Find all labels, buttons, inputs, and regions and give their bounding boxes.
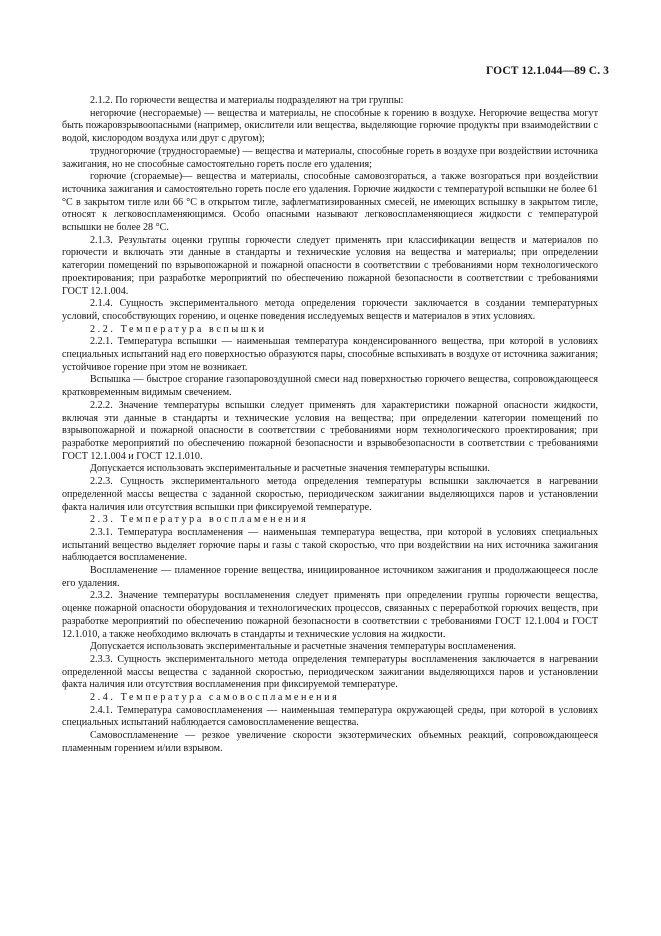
paragraph: 2.2.3. Сущность экспериментального метода определения температуры вспышки заключается в нагревании определенной массы вещества с заданной скоростью, периодическом зажигании выделяющихся паров и установлении факта наличия или отсутствия вспышки при фиксируемой температуре. (62, 476, 598, 513)
paragraph: 2.3.3. Сущность экспериментального метода определения температуры воспламенения заключается в нагревании определенной массы вещества с заданной скоростью, периодическом зажигании выделяющихся паров и установлении факта наличия или отсутствия воспламенения при фиксируемой температуре. (62, 653, 598, 691)
paragraph: Самовоспламенение — резкое увеличение скорости экзотермических объемных реакций, сопровождающееся пламенным горением и/или взрывом. (62, 730, 598, 754)
page-header: ГОСТ 12.1.044—89 С. 3 (486, 65, 609, 77)
document-body (62, 95, 598, 756)
paragraph: 2.1.4. Сущность экспериментального метода определения горючести заключается в создании температурных условий, способствующих горению, и оценке поведения исследуемых веществ и материалов в этих условиях. (62, 298, 598, 322)
paragraph: Допускается использовать экспериментальные и расчетные значения температуры вспышки. (90, 463, 490, 475)
paragraph: Вспышка — быстрое сгорание газопаровоздушной смеси над поверхностью горючего вещества, сопровождающееся кратковременным видимым свечением. (62, 374, 598, 399)
paragraph: 2.1.3. Результаты оценки группы горючести следует применять при классификации веществ и материалов по горючести и включать эти данные в стандарты и технические условия на вещества и материалы; при определении категории помещений по взрывопожарной и пожарной опасности в соответствии с требованиями норм технологического проектирования; при разработке мероприятий по обеспечению пожарной безопасности в соответствии с требованиями ГОСТ 12.1.004. (62, 234, 598, 297)
paragraph: Воспламенение — пламенное горение вещества, инициированное источником зажигания и продолжающееся после его удаления. (62, 565, 598, 589)
paragraph: 2.2.2. Значение температуры вспышки следует применять для характеристики пожарной опасности жидкости, включая эти данные в стандарты и технические условия на вещества; при определении категории помещений по взрывопожарной и пожарной опасности в соответствии с требованиями норм технологического проектирования; при разработке мероприятий по обеспечению пожарной безопасности и взрывобезопасности в соответствии с требованиями ГОСТ 12.1.004 и ГОСТ 12.1.010. (62, 399, 598, 462)
section-heading: 2.3. Температура воспламенения (90, 514, 309, 526)
paragraph: 2.4.1. Температура самовоспламенения — наименьшая температура окружающей среды, при которой в условиях специальных испытаний наблюдается самовоспламенение вещества. (62, 704, 598, 729)
section-heading: 2.4. Температура самовоспламенения (90, 692, 340, 704)
paragraph: Допускается использовать экспериментальные и расчетные значения температуры воспламенения. (90, 641, 517, 653)
paragraph: горючие (сгораемые)— вещества и материалы, способные самовозгораться, а также возгораться при воздействии источника зажигания и самостоятельно гореть после его удаления. Горючие жидкости с температурой вспышки не более 61 °С в закрытом тигле или 66 °С в открытом тигле, зафлегматизированных смесей, не имеющих вспышку в закрытом тигле, относят к легковоспламеняющимся. Особо опасными называют легковоспламеняющиеся жидкости с температурой вспышки не более 28 °С. (62, 171, 598, 234)
paragraph: негорючие (несгораемые) — вещества и материалы, не способные к горению в воздухе. Негорючие вещества могут быть пожаровзрывоопасными (например, окислители или вещества, выделяющие горючие продукты при взаимодействии с водой, кислородом воздуха или друг с другом); (62, 107, 598, 145)
paragraph: 2.3.1. Температура воспламенения — наименьшая температура вещества, при которой в условиях специальных испытаний вещество выделяет горючие пары и газы с такой скоростью, что при воздействии на них источника зажигания наблюдается воспламенение. (62, 526, 598, 564)
paragraph: 2.2.1. Температура вспышки — наименьшая температура конденсированного вещества, при которой в условиях специальных испытаний над его поверхностью образуются пары, способные вспыхивать в воздухе от источника зажигания; устойчивое горение при этом не возникает. (62, 336, 598, 373)
paragraph: трудногорючие (трудносгораемые) — вещества и материалы, способные гореть в воздухе при воздействии источника зажигания, но не способные самостоятельно гореть после его удаления; (62, 145, 598, 170)
paragraph: 2.1.2. По горючести вещества и материалы подразделяют на три группы: (90, 95, 404, 106)
section-heading: 2.2. Температура вспышки (90, 323, 267, 335)
paragraph: 2.3.2. Значение температуры воспламенения следует применять при определении группы горючести вещества, оценке пожарной опасности оборудования и технологических процессов, связанных с переработкой горючих веществ, при разработке мероприятий по обеспечению пожарной безопасности в соответствии с требованиями ГОСТ 12.1.004 и ГОСТ 12.1.010, а также необходимо включать в стандарты и технические условия на жидкости. (62, 590, 598, 640)
